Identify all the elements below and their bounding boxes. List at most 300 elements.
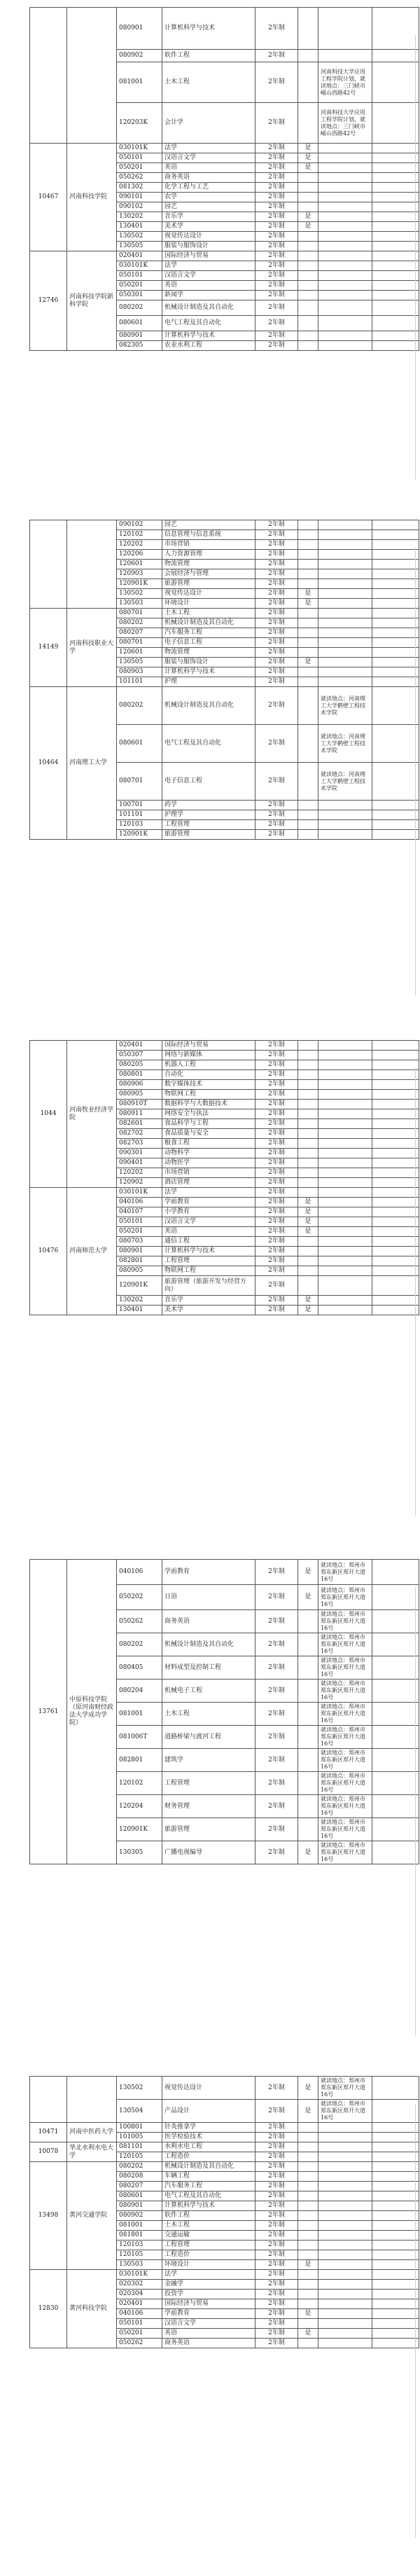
duration-cell: 2年制 (255, 1726, 298, 1749)
note-cell (318, 300, 372, 316)
major-name-cell: 美术学 (162, 1306, 255, 1315)
note-cell (318, 2191, 372, 2201)
blank-cell (372, 1266, 419, 1276)
duration-cell: 2年制 (255, 2191, 298, 2201)
art-mark-cell (298, 1149, 318, 1158)
note-cell (318, 2142, 372, 2152)
school-name-cell: 黄河交通学院 (67, 2162, 117, 2270)
major-name-cell: 学前教育 (162, 1560, 255, 1585)
duration-cell: 2年制 (255, 2211, 298, 2221)
duration-cell: 2年制 (255, 173, 298, 183)
art-mark-cell (298, 341, 318, 351)
table-page (29, 520, 379, 840)
blank-cell (372, 1041, 419, 1051)
duration-cell: 2年制 (255, 1306, 298, 1315)
duration-cell: 2年制 (255, 291, 298, 300)
blank-cell (372, 1207, 419, 1217)
duration-cell: 2年制 (255, 1237, 298, 1247)
table-row (30, 251, 419, 261)
major-code-cell: 080208 (117, 2172, 162, 2182)
art-mark-cell (298, 202, 318, 212)
note-cell (318, 1276, 372, 1296)
major-code-cell: 080902 (117, 50, 162, 62)
major-code-cell: 030101K (117, 2270, 162, 2280)
table-row (30, 2142, 419, 2152)
school-name-cell: 河南牧业经济学院 (67, 1041, 117, 1188)
major-code-cell: 081001 (117, 62, 162, 103)
duration-cell: 2年制 (255, 2329, 298, 2339)
major-code-cell: 130502 (117, 232, 162, 242)
art-mark-cell (298, 1080, 318, 1090)
duration-cell: 2年制 (255, 609, 298, 618)
duration-cell: 2年制 (255, 1178, 298, 1188)
blank-cell (372, 810, 419, 820)
major-name-cell: 机械设计制造及其自动化 (162, 687, 255, 725)
art-mark-cell (298, 1237, 318, 1247)
duration-cell: 2年制 (255, 1090, 298, 1100)
major-code-cell: 030101K (117, 1188, 162, 1198)
blank-cell (372, 599, 419, 609)
blank-cell (372, 1158, 419, 1168)
duration-cell: 2年制 (255, 1680, 298, 1703)
art-mark-cell (298, 1256, 318, 1266)
blank-cell (372, 2250, 419, 2260)
major-name-cell: 工程造价 (162, 2250, 255, 2260)
major-name-cell: 法学 (162, 144, 255, 153)
note-cell (318, 222, 372, 232)
art-mark-cell (298, 316, 318, 331)
art-mark-cell (298, 8, 318, 50)
duration-cell: 2年制 (255, 810, 298, 820)
school-code-cell: 13498 (30, 2162, 67, 2270)
blank-cell (372, 1247, 419, 1256)
blank-cell (372, 2100, 419, 2123)
major-code-cell: 030101K (117, 261, 162, 271)
major-name-cell: 道路桥梁与渡河工程 (162, 1726, 255, 1749)
admission-table (29, 2076, 419, 2348)
duration-cell: 2年制 (255, 163, 298, 173)
major-code-cell: 040106 (117, 1198, 162, 1207)
duration-cell: 2年制 (255, 550, 298, 560)
major-name-cell: 服装与服饰设计 (162, 242, 255, 251)
major-code-cell: 120206 (117, 550, 162, 560)
duration-cell: 2年制 (255, 222, 298, 232)
note-cell (318, 1149, 372, 1158)
note-cell (318, 1041, 372, 1051)
major-code-cell: 082703 (117, 1139, 162, 1149)
major-code-cell: 040106 (117, 2309, 162, 2319)
major-code-cell: 040107 (117, 1207, 162, 1217)
major-name-cell: 电气工程及其自动化 (162, 2191, 255, 2201)
school-code-cell (30, 8, 67, 144)
major-name-cell: 机械设计制造及其自动化 (162, 2162, 255, 2172)
duration-cell: 2年制 (255, 271, 298, 281)
art-mark-cell: 是 (298, 1207, 318, 1217)
major-name-cell: 计算机科学与技术 (162, 2201, 255, 2211)
blank-cell (372, 520, 419, 530)
major-code-cell: 080601 (117, 316, 162, 331)
major-code-cell: 120103 (117, 820, 162, 830)
major-code-cell: 080901 (117, 8, 162, 50)
art-mark-cell: 是 (298, 1306, 318, 1315)
blank-cell (372, 50, 419, 62)
note-cell (318, 1207, 372, 1217)
art-mark-cell (298, 1749, 318, 1772)
major-code-cell: 082601 (117, 1119, 162, 1129)
art-mark-cell (298, 1100, 318, 1109)
major-name-cell: 交通运输 (162, 2231, 255, 2241)
duration-cell: 2年制 (255, 628, 298, 638)
major-code-cell: 080405 (117, 1656, 162, 1680)
page-edge-rule (415, 1587, 416, 2035)
table-row (30, 1041, 419, 1051)
major-name-cell: 软件工程 (162, 2211, 255, 2221)
note-cell (318, 1051, 372, 1060)
table-page (29, 1559, 379, 1864)
art-mark-cell (298, 810, 318, 820)
note-cell (318, 271, 372, 281)
art-mark-cell (298, 2182, 318, 2191)
note-cell (318, 316, 372, 331)
art-mark-cell (298, 1119, 318, 1129)
blank-cell (372, 1070, 419, 1080)
major-name-cell: 数据科学与大数据技术 (162, 1100, 255, 1109)
school-name-cell (67, 2077, 117, 2123)
art-mark-cell (298, 193, 318, 202)
major-name-cell: 英语 (162, 1227, 255, 1237)
note-cell (318, 830, 372, 840)
duration-cell: 2年制 (255, 1149, 298, 1158)
duration-cell: 2年制 (255, 820, 298, 830)
note-cell (318, 801, 372, 810)
blank-cell (372, 2339, 419, 2348)
duration-cell: 2年制 (255, 193, 298, 202)
blank-cell (372, 2077, 419, 2100)
duration-cell: 2年制 (255, 1119, 298, 1129)
note-cell (318, 2260, 372, 2270)
major-name-cell: 金融学 (162, 2280, 255, 2290)
table-row (30, 2162, 419, 2172)
note-cell: 就读地点：郑州市郑东新区郑开大道16号 (318, 1560, 372, 1585)
duration-cell: 2年制 (255, 1198, 298, 1207)
major-code-cell: 081006T (117, 1726, 162, 1749)
art-mark-cell (298, 1090, 318, 1100)
blank-cell (372, 1726, 419, 1749)
art-mark-cell: 是 (298, 2077, 318, 2100)
blank-cell (372, 1168, 419, 1178)
duration-cell: 2年制 (255, 579, 298, 589)
art-mark-cell (298, 2339, 318, 2348)
table-page (29, 1040, 379, 1315)
duration-cell: 2年制 (255, 2241, 298, 2250)
duration-cell: 2年制 (255, 763, 298, 801)
blank-cell (372, 212, 419, 222)
note-cell (318, 1090, 372, 1100)
blank-cell (372, 2172, 419, 2182)
major-name-cell: 工程管理 (162, 1256, 255, 1266)
note-cell (318, 2250, 372, 2260)
duration-cell: 2年制 (255, 2123, 298, 2133)
blank-cell (372, 1051, 419, 1060)
major-code-cell: 082702 (117, 1129, 162, 1139)
blank-cell (372, 153, 419, 163)
school-name-cell (67, 8, 117, 144)
school-name-cell: 华北水利水电大学 (67, 2142, 117, 2162)
note-cell (318, 2270, 372, 2280)
blank-cell (372, 1188, 419, 1198)
major-name-cell: 法学 (162, 2270, 255, 2280)
note-cell (318, 1247, 372, 1256)
duration-cell: 2年制 (255, 242, 298, 251)
duration-cell: 2年制 (255, 2152, 298, 2162)
duration-cell: 2年制 (255, 153, 298, 163)
major-name-cell: 通信工程 (162, 1237, 255, 1247)
art-mark-cell (298, 1178, 318, 1188)
duration-cell: 2年制 (255, 2172, 298, 2182)
note-cell (318, 820, 372, 830)
art-mark-cell (298, 569, 318, 579)
major-code-cell: 082305 (117, 341, 162, 351)
duration-cell: 2年制 (255, 560, 298, 569)
major-name-cell: 电气工程及其自动化 (162, 316, 255, 331)
art-mark-cell (298, 2162, 318, 2172)
art-mark-cell (298, 2250, 318, 2260)
major-name-cell: 汉语言文学 (162, 271, 255, 281)
page-edge-rule (415, 35, 416, 480)
duration-cell: 2年制 (255, 261, 298, 271)
art-mark-cell (298, 281, 318, 291)
note-cell (318, 1119, 372, 1129)
major-code-cell: 080901 (117, 1247, 162, 1256)
duration-cell: 2年制 (255, 1266, 298, 1276)
major-code-cell: 080601 (117, 2191, 162, 2201)
art-mark-cell (298, 2133, 318, 2142)
school-name-cell: 河南理工大学 (67, 687, 117, 840)
note-cell: 河南科技大学应用工程学院计划，就读地点：三门峡市崤山西路42号 (318, 62, 372, 103)
note-cell (318, 183, 372, 193)
major-code-cell: 082801 (117, 1749, 162, 1772)
major-name-cell: 化学工程与工艺 (162, 183, 255, 193)
blank-cell (372, 163, 419, 173)
note-cell: 就读地点：郑州市郑东新区郑开大道16号 (318, 1585, 372, 1610)
blank-cell (372, 62, 419, 103)
major-code-cell: 100801 (117, 2123, 162, 2133)
duration-cell: 2年制 (255, 1841, 298, 1864)
major-name-cell: 英语 (162, 163, 255, 173)
major-code-cell: 080207 (117, 2182, 162, 2191)
art-mark-cell: 是 (298, 2100, 318, 2123)
art-mark-cell (298, 520, 318, 530)
major-name-cell: 药学 (162, 801, 255, 810)
duration-cell: 2年制 (255, 2077, 298, 2100)
major-code-cell: 130504 (117, 2100, 162, 2123)
duration-cell: 2年制 (255, 2162, 298, 2172)
blank-cell (372, 242, 419, 251)
art-mark-cell: 是 (298, 599, 318, 609)
blank-cell (372, 2211, 419, 2221)
duration-cell: 2年制 (255, 1560, 298, 1585)
note-cell (318, 2182, 372, 2191)
duration-cell: 2年制 (255, 1060, 298, 1070)
duration-cell: 2年制 (255, 1585, 298, 1610)
table-page (29, 2076, 379, 2348)
note-cell (318, 1188, 372, 1198)
blank-cell (372, 540, 419, 550)
major-code-cell: 080701 (117, 609, 162, 618)
duration-cell: 2年制 (255, 1051, 298, 1060)
major-code-cell: 101101 (117, 810, 162, 820)
major-name-cell: 日语 (162, 1585, 255, 1610)
page-edge-rule (415, 2104, 416, 2538)
note-cell (318, 658, 372, 667)
art-mark-cell (298, 1266, 318, 1276)
major-code-cell: 081302 (117, 183, 162, 193)
art-mark-cell (298, 2290, 318, 2299)
major-name-cell: 粮食工程 (162, 1139, 255, 1149)
major-code-cell: 120202 (117, 540, 162, 550)
major-code-cell: 081101 (117, 2142, 162, 2152)
blank-cell (372, 1560, 419, 1585)
blank-cell (372, 2231, 419, 2241)
blank-cell (372, 1703, 419, 1726)
school-name-cell: 河南中医药大学 (67, 2123, 117, 2142)
blank-cell (372, 1610, 419, 1633)
table-row (30, 2270, 419, 2280)
blank-cell (372, 222, 419, 232)
major-code-cell: 101005 (117, 2133, 162, 2142)
note-cell (318, 1168, 372, 1178)
note-cell (318, 2280, 372, 2290)
major-code-cell: 120102 (117, 530, 162, 540)
major-name-cell: 国际经济与贸易 (162, 251, 255, 261)
school-name-cell: 河南师范大学 (67, 1188, 117, 1315)
note-cell (318, 202, 372, 212)
major-name-cell: 人力资源管理 (162, 550, 255, 560)
duration-cell: 2年制 (255, 677, 298, 687)
art-mark-cell (298, 300, 318, 316)
duration-cell: 2年制 (255, 1772, 298, 1795)
major-name-cell: 国际经济与贸易 (162, 2299, 255, 2309)
art-mark-cell (298, 560, 318, 569)
major-code-cell: 100701 (117, 801, 162, 810)
blank-cell (372, 300, 419, 316)
duration-cell: 2年制 (255, 232, 298, 242)
major-code-cell: 020304 (117, 2290, 162, 2299)
admission-table (29, 1040, 419, 1315)
art-mark-cell (298, 1610, 318, 1633)
major-name-cell: 音乐学 (162, 212, 255, 222)
duration-cell: 2年制 (255, 103, 298, 144)
art-mark-cell (298, 628, 318, 638)
major-code-cell: 090102 (117, 520, 162, 530)
art-mark-cell: 是 (298, 222, 318, 232)
note-cell (318, 677, 372, 687)
note-cell (318, 1306, 372, 1315)
table-row (30, 1560, 419, 1585)
duration-cell: 2年制 (255, 2299, 298, 2309)
major-code-cell: 080701 (117, 638, 162, 648)
note-cell (318, 341, 372, 351)
major-code-cell: 120902 (117, 1178, 162, 1188)
art-mark-cell: 是 (298, 163, 318, 173)
school-code-cell: 12746 (30, 251, 67, 351)
major-name-cell: 英语 (162, 281, 255, 291)
duration-cell: 2年制 (255, 830, 298, 840)
art-mark-cell (298, 2231, 318, 2241)
duration-cell: 2年制 (255, 658, 298, 667)
note-cell (318, 599, 372, 609)
art-mark-cell (298, 251, 318, 261)
duration-cell: 2年制 (255, 1041, 298, 1051)
art-mark-cell (298, 1129, 318, 1139)
major-name-cell: 电子信息工程 (162, 638, 255, 648)
art-mark-cell (298, 830, 318, 840)
art-mark-cell (298, 2142, 318, 2152)
major-code-cell: 080202 (117, 300, 162, 316)
major-name-cell: 物联网工程 (162, 1090, 255, 1100)
major-name-cell: 机械设计制造及其自动化 (162, 1633, 255, 1656)
blank-cell (372, 820, 419, 830)
art-mark-cell (298, 261, 318, 271)
duration-cell: 2年制 (255, 144, 298, 153)
note-cell (318, 1139, 372, 1149)
duration-cell: 2年制 (255, 1256, 298, 1266)
blank-cell (372, 173, 419, 183)
major-name-cell: 机器人工程 (162, 1060, 255, 1070)
art-mark-cell (298, 331, 318, 341)
admission-table (29, 1559, 419, 1864)
major-name-cell: 护理学 (162, 810, 255, 820)
blank-cell (372, 232, 419, 242)
major-code-cell: 130401 (117, 222, 162, 232)
art-mark-cell (298, 638, 318, 648)
blank-cell (372, 618, 419, 628)
blank-cell (372, 658, 419, 667)
note-cell (318, 2123, 372, 2133)
major-code-cell: 050307 (117, 1051, 162, 1060)
art-mark-cell: 是 (298, 153, 318, 163)
art-mark-cell (298, 648, 318, 658)
page-edge-rule (415, 548, 416, 996)
duration-cell: 2年制 (255, 725, 298, 763)
major-code-cell: 080207 (117, 628, 162, 638)
duration-cell: 2年制 (255, 520, 298, 530)
major-code-cell: 130502 (117, 2077, 162, 2100)
art-mark-cell (298, 291, 318, 300)
art-mark-cell: 是 (298, 144, 318, 153)
major-code-cell: 080703 (117, 1237, 162, 1247)
major-code-cell: 120105 (117, 2250, 162, 2260)
blank-cell (372, 1178, 419, 1188)
blank-cell (372, 261, 419, 271)
duration-cell: 2年制 (255, 2290, 298, 2299)
major-code-cell: 080202 (117, 1633, 162, 1656)
major-name-cell: 电子信息工程 (162, 763, 255, 801)
blank-cell (372, 1841, 419, 1864)
major-name-cell: 材料成型及控制工程 (162, 1656, 255, 1680)
major-code-cell: 080202 (117, 687, 162, 725)
duration-cell: 2年制 (255, 1656, 298, 1680)
note-cell (318, 1100, 372, 1109)
major-code-cell: 050101 (117, 271, 162, 281)
art-mark-cell (298, 550, 318, 560)
art-mark-cell (298, 2280, 318, 2290)
art-mark-cell (298, 579, 318, 589)
blank-cell (372, 1227, 419, 1237)
note-cell (318, 1070, 372, 1080)
major-name-cell: 农学 (162, 193, 255, 202)
duration-cell: 2年制 (255, 599, 298, 609)
